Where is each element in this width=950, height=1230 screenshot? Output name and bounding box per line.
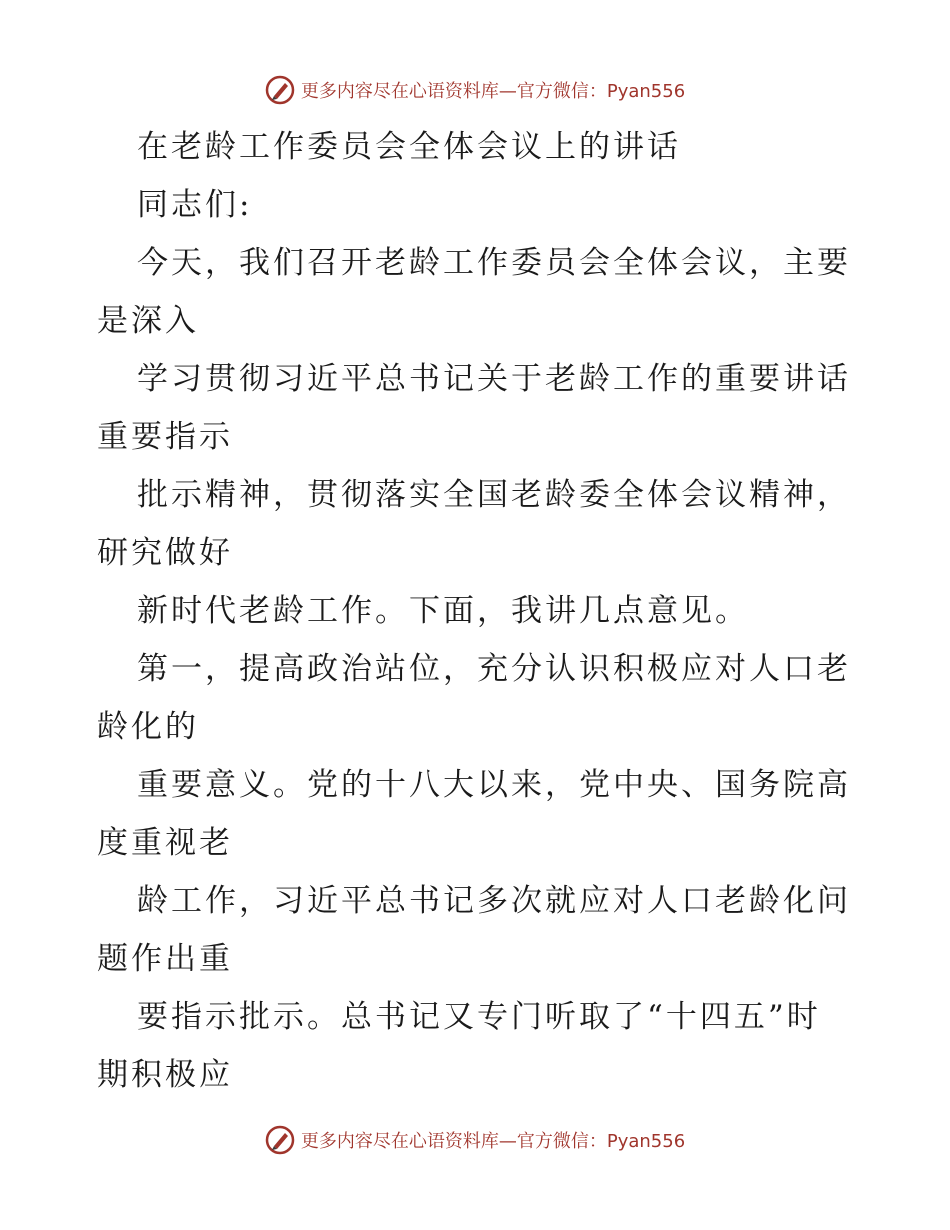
paragraph-line: 龄化的: [97, 709, 199, 745]
paragraph-line: 研究做好: [97, 535, 233, 571]
paragraph-line: 龄工作，习近平总书记多次就应对人口老龄化问: [137, 883, 851, 919]
pen-logo-icon: [265, 1125, 295, 1155]
paragraph-line: 题作出重: [97, 941, 233, 977]
salutation: 同志们:: [137, 187, 253, 223]
paragraph-line: 期积极应: [97, 1057, 233, 1093]
pen-logo-icon: [265, 75, 295, 105]
paragraph-line: 要指示批示。总书记又专门听取了“十四五”时: [137, 999, 821, 1035]
banner-text: 更多内容尽在心语资料库—官方微信：Pyan556: [300, 1131, 686, 1152]
paragraph-line: 是深入: [97, 303, 199, 339]
paragraph-line: 重要意义。党的十八大以来，党中央、国务院高: [137, 767, 851, 803]
paragraph-line: 第一，提高政治站位，充分认识积极应对人口老: [137, 651, 851, 687]
paragraph-line: 新时代老龄工作。下面，我讲几点意见。: [137, 593, 749, 629]
footer-watermark-banner: [0, 1120, 950, 1160]
document-body: [97, 118, 867, 1104]
banner-text: 更多内容尽在心语资料库—官方微信：Pyan556: [300, 81, 686, 102]
header-watermark-banner: [0, 70, 950, 110]
paragraph-line: 学习贯彻习近平总书记关于老龄工作的重要讲话: [137, 361, 851, 397]
paragraph-line: 重要指示: [97, 419, 233, 455]
document-title: 在老龄工作委员会全体会议上的讲话: [137, 129, 681, 165]
paragraph-line: 批示精神，贯彻落实全国老龄委全体会议精神，: [137, 477, 851, 513]
paragraph-line: 度重视老: [97, 825, 233, 861]
paragraph-line: 今天，我们召开老龄工作委员会全体会议，主要: [137, 245, 851, 281]
